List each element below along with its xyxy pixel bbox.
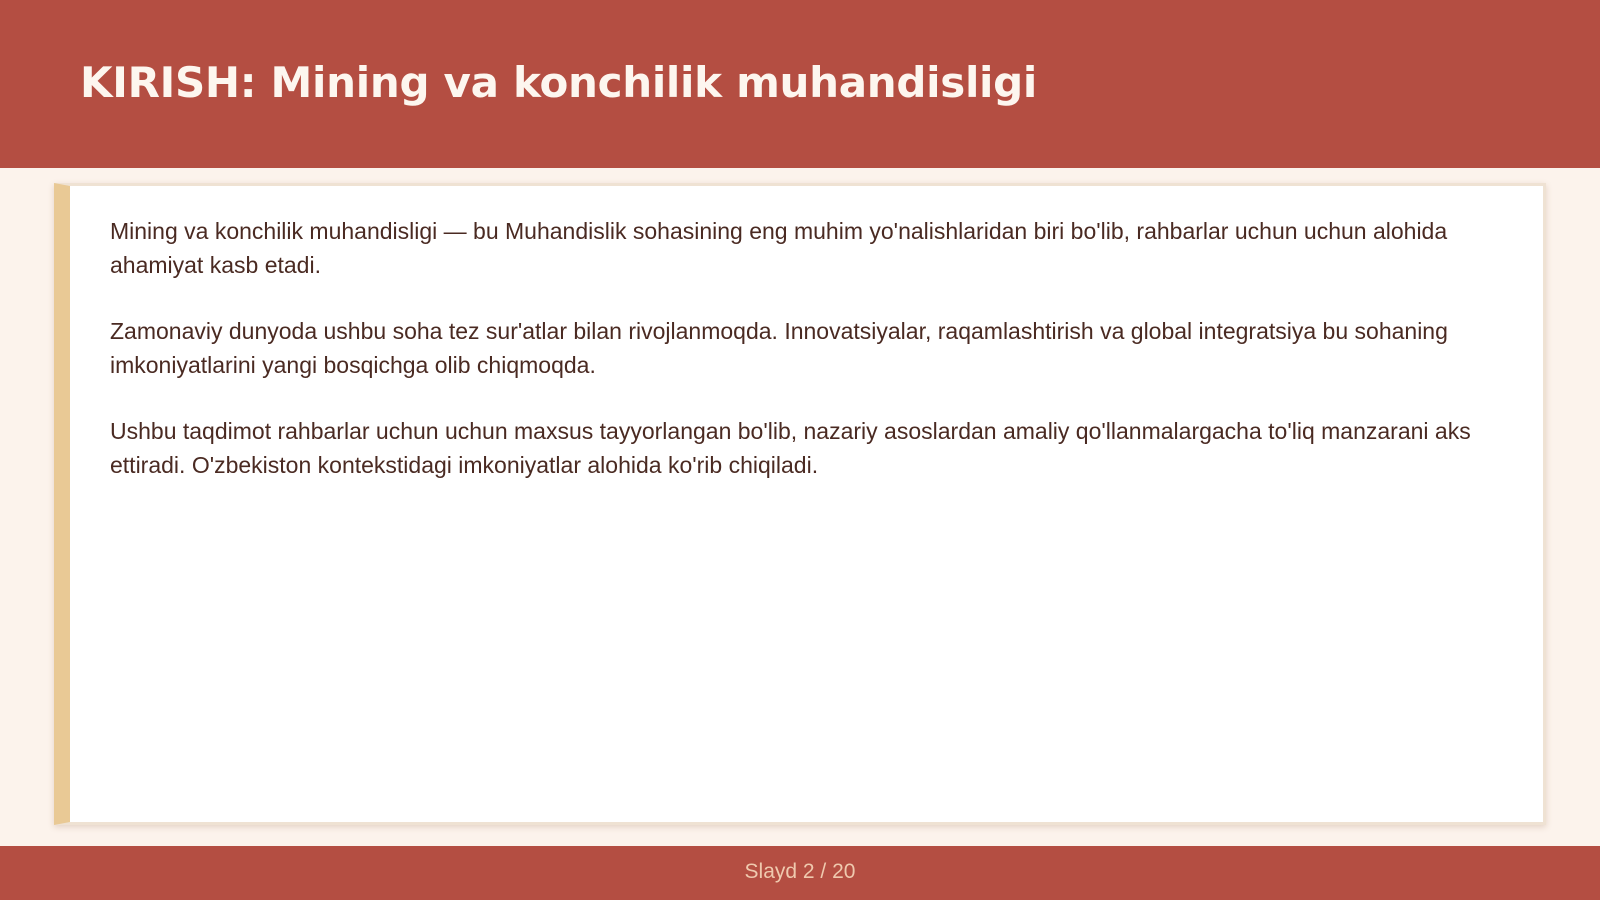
slide-header bbox=[0, 0, 1600, 168]
paragraph-list bbox=[110, 214, 1500, 514]
paragraph-presentation-scope: Ushbu taqdimot rahbarlar uchun uchun maxsus tayyorlangan bo'lib, nazariy asoslardan amaliy qo'llanmalargacha to'liq manzarani aks ettiradi. O'zbekiston kontekstidagi imkoniyatlar alohida ko'rib chiqiladi. bbox=[110, 418, 1471, 478]
paragraph-intro: Mining va konchilik muhandisligi — bu Muhandislik sohasining eng muhim yo'nalishlaridan biri bo'lib, rahbarlar uchun uchun alohida ahamiyat kasb etadi. bbox=[110, 218, 1448, 278]
slide-footer bbox=[0, 846, 1600, 900]
content-card bbox=[54, 183, 1546, 825]
slide-counter: Slayd 2 / 20 bbox=[744, 860, 856, 883]
paragraph-modern-world: Zamonaviy dunyoda ushbu soha tez sur'atlar bilan rivojlanmoqda. Innovatsiyalar, raqamlashtirish va global integratsiya bu sohaning imkoniyatlarini yangi bosqichga olib chiqmoqda. bbox=[110, 318, 1448, 378]
slide-title: KIRISH: Mining va konchilik muhandisligi bbox=[80, 58, 1037, 107]
